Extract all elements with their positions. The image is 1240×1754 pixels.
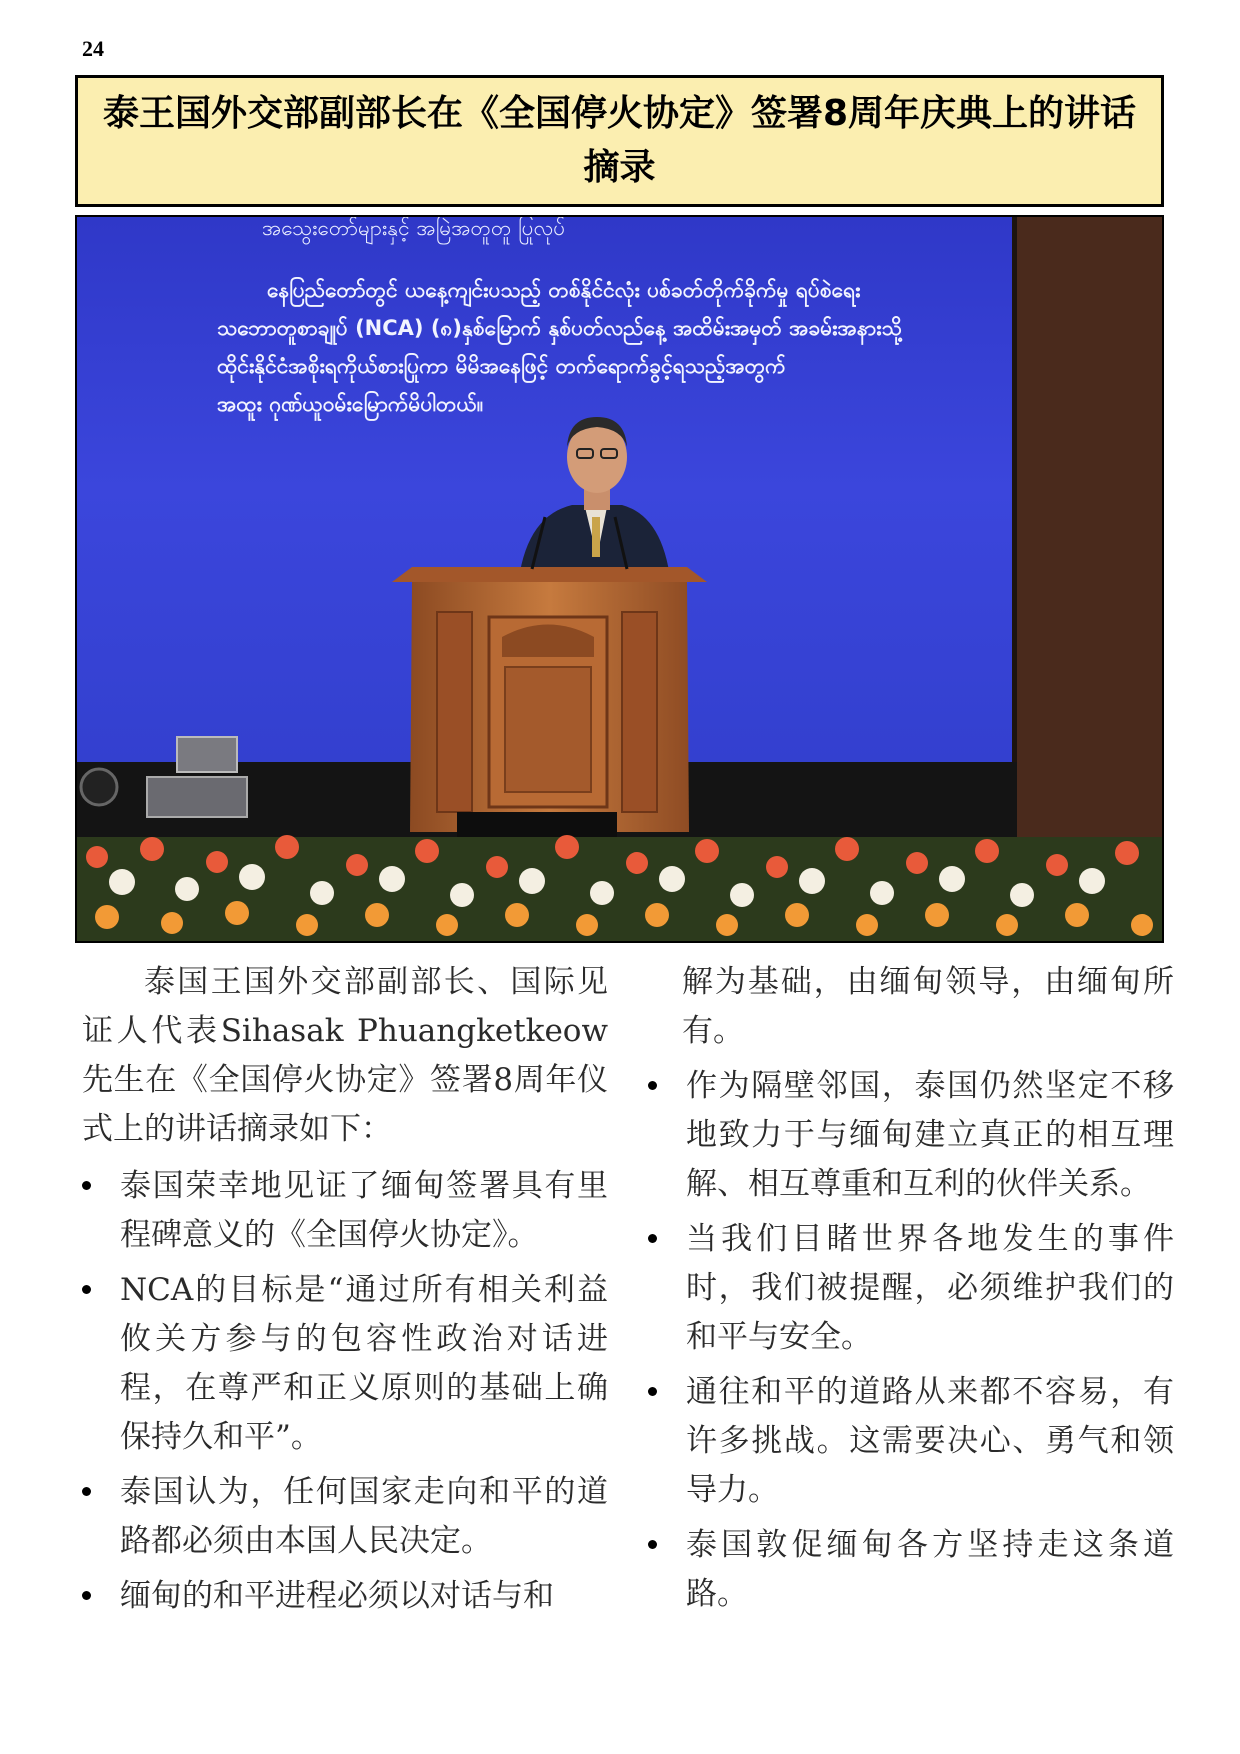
list-item: 泰国认为，任何国家走向和平的道路都必须由本国人民决定。 — [82, 1468, 608, 1566]
right-column — [648, 958, 1174, 1625]
screen-text-line: သဘောတူစာချုပ် (NCA) (၈)နှစ်မြောက် နှစ်ပတ်လည်နေ့ အထိမ်းအမှတ် အခမ်းအနားသို့ — [217, 316, 902, 340]
screen-text-line: နေပြည်တော်တွင် ယနေ့ကျင်းပသည့် တစ်နိုင်ငံလုံး ပစ်ခတ်တိုက်ခိုက်မှု ရပ်စဲရေး — [267, 278, 861, 302]
bullet-list-left — [82, 1162, 608, 1621]
bullet-icon — [648, 1234, 657, 1243]
flower-arrangement — [77, 835, 1162, 941]
intro-paragraph: 泰国王国外交部副部长、国际见证人代表Sihasak Phuangketkeow先生在《全国停火协定》签署8周年仪式上的讲话摘录如下： — [82, 964, 608, 1147]
bullet-list-right — [648, 958, 1174, 1619]
bullet-icon — [82, 1181, 91, 1190]
bullet-icon — [82, 1487, 91, 1496]
title-banner — [75, 75, 1164, 207]
screen-text-line: အထူး ဂုဏ်ယူဝမ်းမြောက်မိပါတယ်။ — [217, 392, 484, 416]
bullet-icon — [648, 1081, 657, 1090]
bullet-icon — [82, 1591, 91, 1600]
bullet-icon — [648, 1540, 657, 1549]
left-column — [82, 958, 608, 1627]
list-item: 泰国荣幸地见证了缅甸签署具有里程碑意义的《全国停火协定》。 — [82, 1162, 608, 1260]
list-item: 作为隔壁邻国，泰国仍然坚定不移地致力于与缅甸建立真正的相互理解、相互尊重和互利的伙伴关系。 — [648, 1062, 1174, 1209]
list-item: NCA的目标是“通过所有相关利益攸关方参与的包容性政治对话进程，在尊严和正义原则的基础上确保持久和平”。 — [82, 1266, 608, 1462]
list-item-continuation: 解为基础，由缅甸领导，由缅甸所有。 — [682, 964, 1174, 1049]
list-item: 通往和平的道路从来都不容易，有许多挑战。这需要决心、勇气和领导力。 — [648, 1368, 1174, 1515]
page-number: 24 — [82, 36, 104, 61]
bullet-icon — [82, 1285, 91, 1294]
page-title: 泰王国外交部副部长在《全国停火协定》签署8周年庆典上的讲话摘录 — [102, 93, 1137, 188]
screen-text-line: အသွေးတော်များနှင့် အမြဲအတူတူ ပြုလုပ် — [262, 217, 566, 240]
list-item: 缅甸的和平进程必须以对话与和 — [82, 1572, 608, 1621]
bullet-icon — [648, 1387, 657, 1396]
event-photo — [75, 215, 1164, 943]
screen-text-line: ထိုင်းနိုင်ငံအစိုးရကိုယ်စားပြုကာ မိမိအနေဖြင့် တက်ရောက်ခွင့်ရသည့်အတွက် — [217, 354, 786, 378]
list-item: 当我们目睹世界各地发生的事件时，我们被提醒，必须维护我们的和平与安全。 — [648, 1215, 1174, 1362]
list-item: 泰国敦促缅甸各方坚持走这条道路。 — [648, 1521, 1174, 1619]
